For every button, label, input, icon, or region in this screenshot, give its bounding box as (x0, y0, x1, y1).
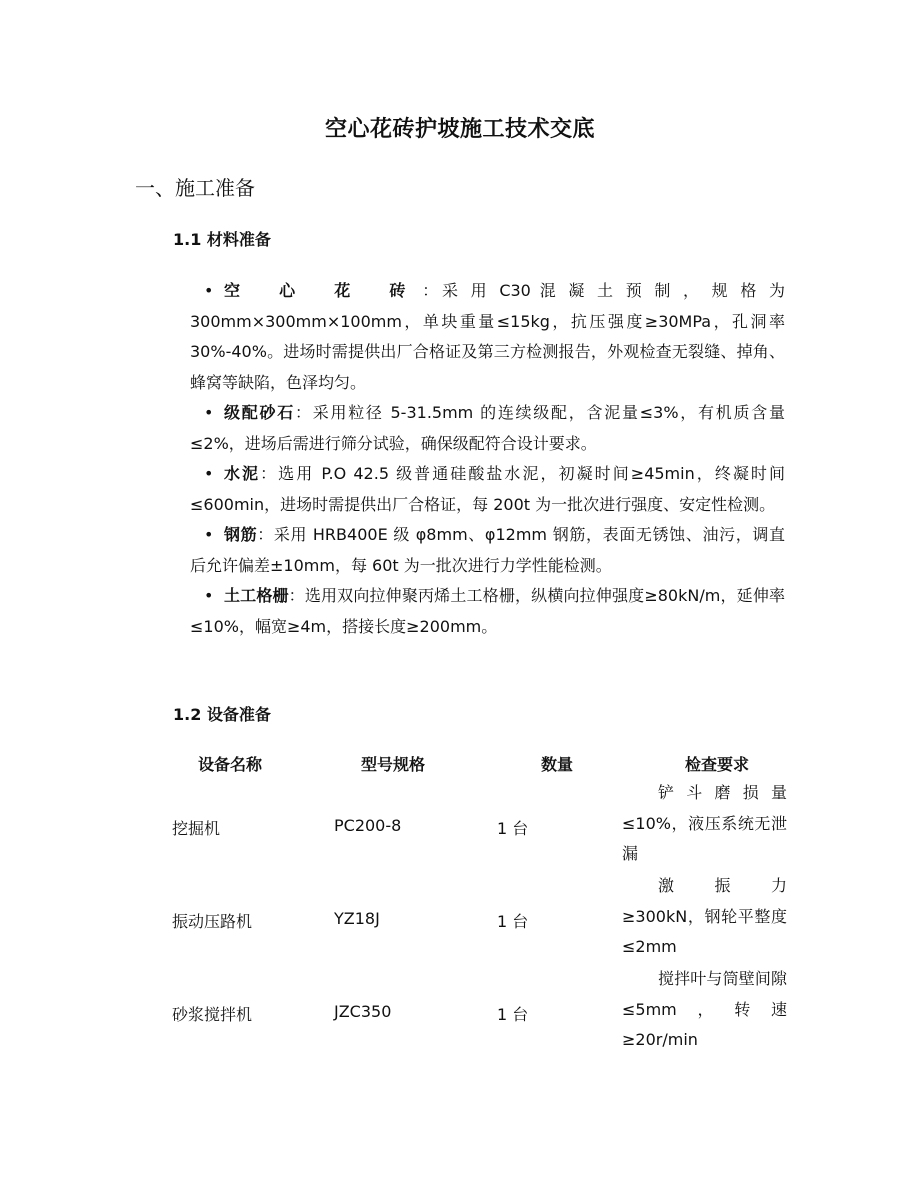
equipment-model: JZC350 (334, 1002, 392, 1021)
material-desc: ：采用 HRB400E 级 φ8mm、φ12mm 钢筋，表面无锈蚀、油污，调直后允许偏差±10mm，每 60t 为一批次进行力学性能检测。 (190, 525, 785, 575)
list-item (190, 581, 785, 642)
equipment-qty: 1 台 (497, 1005, 529, 1024)
materials-list (190, 276, 785, 642)
table-row (172, 778, 787, 871)
list-item (190, 276, 785, 398)
material-desc: ：采用粒径 5-31.5mm 的连续级配，含泥量≤3%，有机质含量≤2%，进场后需进行筛分试验，确保级配符合设计要求。 (190, 403, 785, 453)
equipment-qty: 1 台 (497, 912, 529, 931)
column-header: 检查要求 (685, 755, 750, 774)
material-desc: ：采 用 C30 混 凝 土 预 制 ， 规 格 为 300mm×300mm×100mm，单块重量≤15kg，抗压强度≥30MPa，孔洞率 30%-40%。进场时需提供出厂合格证及第三方检测报告，外观检查无裂缝、掉角、蜂窝等缺陷，色泽均匀。 (190, 281, 785, 392)
list-item (190, 520, 785, 581)
table-row (172, 964, 787, 1057)
equipment-requirement: 激振力≥300kN，钢轮平整度≤2mm (622, 876, 787, 956)
equipment-model: PC200-8 (334, 816, 402, 835)
equipment-table (172, 748, 787, 1057)
equipment-requirement: 搅拌叶与筒壁间隙≤5mm，转速≥20r/min (622, 969, 787, 1049)
column-header: 数量 (541, 755, 574, 774)
equipment-requirement: 铲斗磨损量≤10%，液压系统无泄漏 (622, 783, 787, 863)
table-header-row (172, 748, 787, 778)
column-header: 型号规格 (361, 755, 426, 774)
subsection-heading-equipment: 1.2 设备准备 (173, 705, 271, 724)
equipment-model: YZ18J (334, 909, 380, 928)
material-name: 级配砂石 (224, 403, 295, 422)
subsection-heading-materials: 1.1 材料准备 (173, 230, 271, 249)
table-row (172, 871, 787, 964)
document-title: 空心花砖护坡施工技术交底 (324, 117, 595, 142)
list-item (190, 459, 785, 520)
equipment-name: 振动压路机 (172, 912, 253, 931)
equipment-name: 砂浆搅拌机 (172, 1005, 253, 1024)
equipment-qty: 1 台 (497, 819, 529, 838)
material-name: 土工格栅 (224, 586, 289, 605)
material-desc: ：选用双向拉伸聚丙烯土工格栅，纵横向拉伸强度≥80kN/m，延伸率≤10%，幅宽≥4m，搭接长度≥200mm。 (190, 586, 785, 636)
section-heading-preparation: 一、施工准备 (135, 176, 255, 200)
material-name: 水泥 (224, 464, 261, 483)
material-desc: ：选用 P.O 42.5 级普通硅酸盐水泥，初凝时间≥45min，终凝时间≤600min，进场时需提供出厂合格证，每 200t 为一批次进行强度、安定性检测。 (190, 464, 785, 514)
material-name: 空 心 花 砖 (224, 281, 423, 300)
list-item (190, 398, 785, 459)
equipment-name: 挖掘机 (172, 819, 221, 838)
column-header: 设备名称 (198, 755, 263, 774)
material-name: 钢筋 (224, 525, 258, 544)
